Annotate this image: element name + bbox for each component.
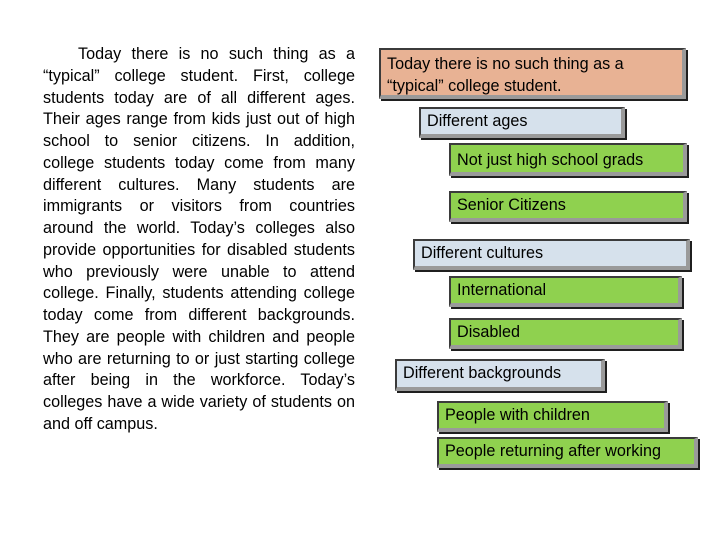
detail-box-disabled: Disabled [449, 318, 682, 349]
detail-box-senior-citizens: Senior Citizens [449, 191, 687, 222]
category-box-backgrounds: Different backgrounds [395, 359, 605, 391]
detail-box-international: International [449, 276, 682, 307]
main-idea-box: Today there is no such thing as a “typical” college student. [379, 48, 686, 99]
reading-passage: Today there is no such thing as a “typical” college student. First, college students today are of all different ages. Their ages range from kids just out of high school to senior citizens. In addition, college students today come from many different cultures. Many students are immigrants or visitors from countries around the world. Today’s colleges also provide opportunities for disabled students who previously were unable to attend college. Finally, students attending college today come from different backgrounds. They are people with children and people who are returning to or just starting college after being in the workforce. Today’s colleges have a wide variety of students on and off campus. [43, 45, 355, 433]
detail-box-people-with-children: People with children [437, 401, 668, 432]
category-box-ages: Different ages [419, 107, 625, 138]
category-box-cultures: Different cultures [413, 239, 690, 270]
detail-box-people-returning: People returning after working [437, 437, 698, 468]
detail-box-high-school-grads: Not just high school grads [449, 143, 687, 176]
